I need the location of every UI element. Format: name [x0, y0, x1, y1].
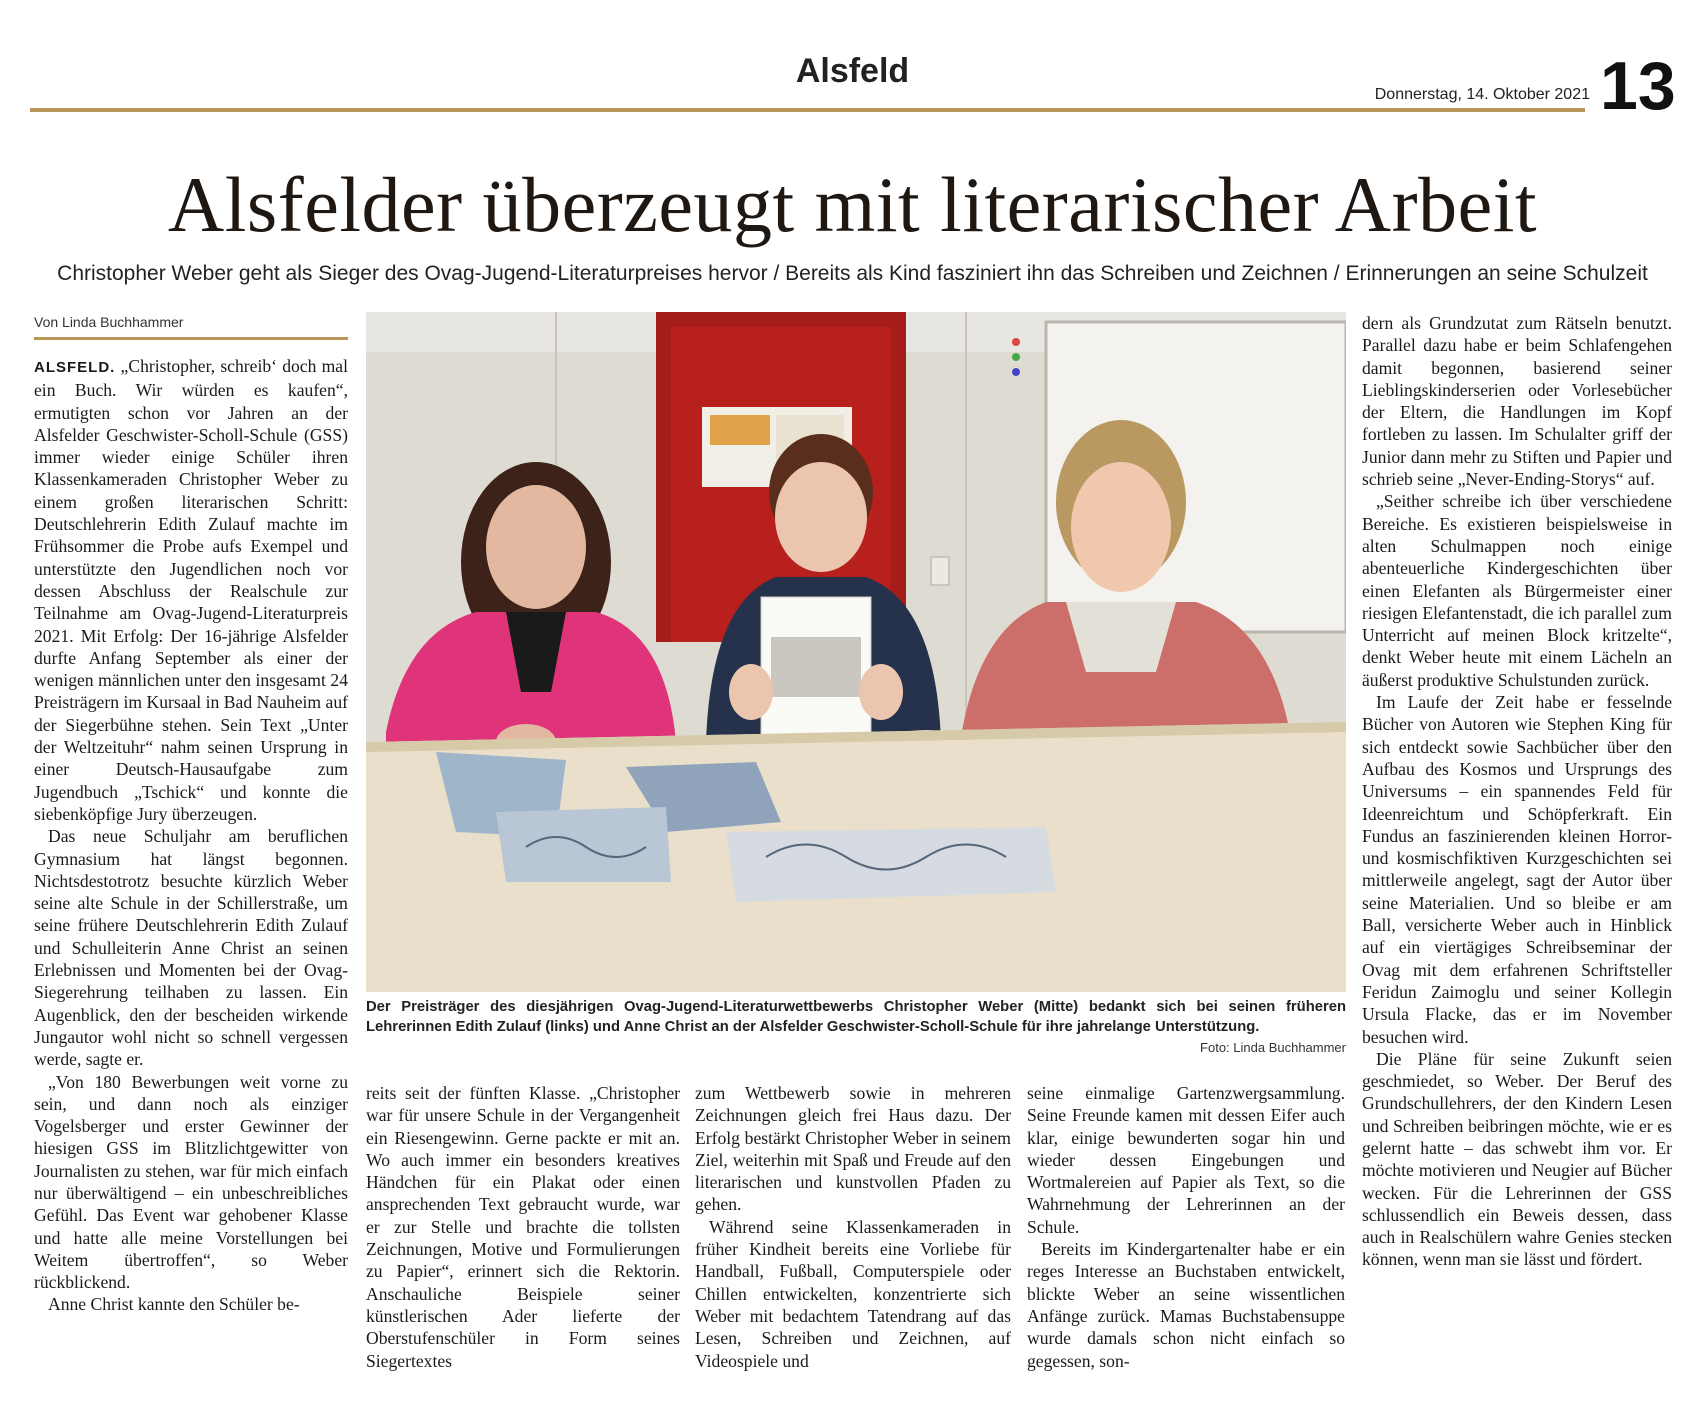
- issue-date: Donnerstag, 14. Oktober 2021: [1374, 86, 1590, 103]
- paragraph: Im Laufe der Zeit habe er fesselnde Bücher von Autoren wie Stephen King für sich entdeckt sowie Sachbücher über den Aufbau des Kosmos und Ursprungs des Universums – ein spannendes Feld für Ideenreichtum und Schöpferkraft. Ein Fundus an faszinierenden kleinen Horror- und kosmischfiktiven Kurzgeschichten sei mittlerweile angelegt, sagt der Autor über seine Materialien. Und so bleibe er am Ball, versicherte Weber auch in Hinblick auf ein viertägiges Schreibseminar der Ovag mit dem erfahrenen Schriftsteller Feridun Zaimoglu und seiner Kollegin Ursula Flacke, das er im November besuchen wird.: [1362, 692, 1672, 1047]
- paragraph: Das neue Schuljahr am beruflichen Gymnasium hat längst begonnen. Nichtsdestotrotz besuchte kürzlich Weber seine alte Schule in der Schillerstraße, um seine frühere Deutschlehrerin Edith Zulauf und Schulleiterin Anne Christ an seinen Erlebnissen und Momenten bei der Ovag-Siegerehrung teilhaben zu lassen. Ein Augenblick, den der bescheiden wirkende Jungautor wohl nicht so schnell vergessen werde, sagte er.: [34, 826, 348, 1070]
- text-column-1: [34, 355, 348, 1316]
- section-title: Alsfeld: [795, 52, 910, 90]
- text-column-5: [1362, 312, 1672, 1271]
- paragraph: [34, 355, 348, 825]
- article-fulltext: [0, 0, 1, 1]
- text-column-2: [366, 1082, 680, 1372]
- paragraph: Die Pläne für seine Zukunft seien geschmiedet, so Weber. Der Beruf des Grundschullehrers, der den Kindern Lesen und Schreiben beibringen möchte, wie er es gelernt hatte – das schwebt ihm vor. Er möchte motivieren und Neugier auf Bücher wecken. Für die Lehrerinnen der GSS schlussendlich ein Beweis dessen, dass auch in Realschülern wahre Genies stecken können, wenn man sie lässt und fördert.: [1362, 1048, 1672, 1270]
- paragraph: reits seit der fünften Klasse. „Christopher war für unsere Schule in der Vergangenheit ein Riesengewinn. Gerne packte er mit an. Wo auch immer ein besonders kreatives Händchen für ein Plakat oder einen ansprechenden Text gebraucht wurde, war er zur Stelle und brachte die tollsten Zeichnungen, Motive und Formulierungen zu Papier“, erinnert sich die Rektorin. Anschauliche Beispiele seiner künstlerischen Ader lieferte der Oberstufenschüler in Form seines Siegertextes: [366, 1083, 680, 1371]
- page-number: 13: [1600, 48, 1676, 124]
- byline-rule: [34, 337, 348, 340]
- photo-credit: Foto: Linda Buchhammer: [1200, 1040, 1346, 1055]
- dateline: ALSFELD.: [34, 359, 116, 376]
- paragraph: dern als Grundzutat zum Rätseln benutzt. Parallel dazu habe er beim Schlafengehen damit begonnen, basierend seiner Lieblingskinderserien oder Vorlesebücher der Eltern, die Handlungen im Kopf fortleben zu lassen. Im Schulalter griff der Junior dann mehr zu Stiften und Papier und schrieb seine „Never-Ending-Storys“ auf.: [1362, 313, 1672, 490]
- paragraph: Bereits im Kindergartenalter habe er ein reges Interesse an Buchstaben entwickelt, blickte Weber an seine wissentlichen Anfänge zurück. Mamas Buchstabensuppe wurde damals schon nicht einfach so gegessen, son-: [1027, 1239, 1345, 1371]
- byline: Von Linda Buchhammer: [34, 314, 184, 330]
- subheadline: Christopher Weber geht als Sieger des Ovag-Jugend-Literaturpreises hervor / Bereits als Kind fasziniert ihn das Schreiben und Zeichnen / Erinnerungen an seine Schulzeit: [57, 262, 1648, 285]
- text-column-4: [1027, 1082, 1345, 1372]
- header-rule: [30, 108, 1585, 112]
- paragraph: „Seither schreibe ich über verschiedene Bereiche. Es existieren beispielsweise in alten Schulmappen noch einige abenteuerliche Kindergeschichten über einen Elefanten als Bürgermeister einer riesigen Elefantenstadt, die ich parallel zum Unterricht auf meinen Block kritzelte“, denkt Weber heute mit einem Lächeln an äußerst produktive Schulstunden zurück.: [1362, 491, 1672, 690]
- text-column-3: [695, 1082, 1011, 1372]
- paragraph-text: „Christopher, schreib‘ doch mal ein Buch. Wir würden es kaufen“, ermutigten schon vor Jahren an der Alsfelder Geschwister-Scholl-Schule (GSS) immer wieder einige Schüler ihren Klassenkameraden Christopher Weber zu einem großen literarischen Schritt: Deutschlehrerin Edith Zulauf machte im Frühsommer die Probe aufs Exempel und unterstützte den Jugendlichen noch vor dessen Abschluss der Realschule zur Teilnahme am Ovag-Jugend-Literaturpreis 2021. Mit Erfolg: Der 16-jährige Alsfelder durfte Anfang September als einer der wenigen männlichen unter den insgesamt 24 Preisträgern im Kursaal in Bad Nauheim auf der Siegerbühne stehen. Sein Text „Unter der Weltzeituhr“ nahm seinen Ursprung in einer Deutsch-Hausaufgabe zum Jugendbuch „Tschick“ und konnte die siebenköpfige Jury überzeugen.: [34, 356, 348, 824]
- article-photo: [366, 312, 1346, 992]
- paragraph: seine einmalige Gartenzwergsammlung. Seine Freunde kamen mit dessen Eifer auch klar, einige bewunderten sogar hin und wieder dessen Eingebungen und Wortmalereien auf Papier als Text, so die Wahrnehmung der Lehrerinnen an der Schule.: [1027, 1083, 1345, 1237]
- photo-illustration: [366, 312, 1346, 992]
- headline: Alsfelder überzeugt mit literarischer Arbeit: [167, 161, 1538, 248]
- photo-caption: Der Preisträger des diesjährigen Ovag-Jugend-Literaturwettbewerbs Christopher Weber (Mitte) bedankt sich bei seinen früheren Lehrerinnen Edith Zulauf (links) und Anne Christ an der Alsfelder Geschwister-Scholl-Schule für ihre jahrelange Unterstützung.: [366, 999, 1346, 1035]
- paragraph: Anne Christ kannte den Schüler be-: [48, 1294, 300, 1315]
- paragraph: zum Wettbewerb sowie in mehreren Zeichnungen gleich frei Haus dazu. Der Erfolg bestärkt Christopher Weber in seinem Ziel, weiterhin mit Spaß und Freude auf den literarischen und kunstvollen Pfaden zu gehen.: [695, 1083, 1011, 1215]
- paragraph: „Von 180 Bewerbungen weit vorne zu sein, und dann noch als einziger Vogelsberger und erster Gewinner der hiesigen GSS im Blitzlichtgewitter von Journalisten zu stehen, war für mich einfach nur überwältigend – ein unbeschreibliches Gefühl. Das Event war gehobener Klasse und hatte alle meine Vorstellungen bei Weitem übertroffen“, so Weber rückblickend.: [34, 1071, 348, 1293]
- paragraph: Während seine Klassenkameraden in früher Kindheit bereits eine Vorliebe für Handball, Fußball, Computerspiele oder Chillen entwickelten, konzentrierte sich Weber mit bedachtem Tatendrang auf das Lesen, Schreiben und Zeichnen, auf Videospiele und: [695, 1216, 1011, 1371]
